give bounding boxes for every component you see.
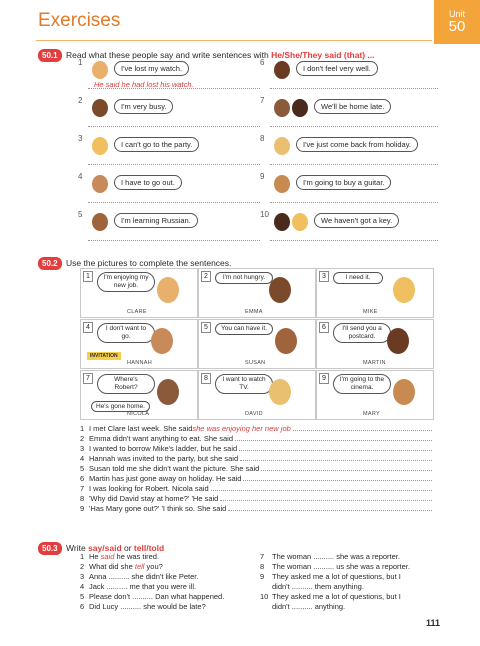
ex2-sentences	[80, 424, 432, 514]
sentence-row	[260, 602, 440, 612]
answer-line[interactable]	[88, 126, 260, 127]
speech-bubble: Where's Robert?	[97, 374, 155, 394]
sentence-number: 4	[80, 454, 85, 463]
ex1-item-number: 7	[260, 96, 265, 105]
ex1-item-number: 10	[260, 210, 269, 219]
sentence-text: The woman .......... she was a reporter.	[272, 552, 400, 561]
answer-line[interactable]	[270, 88, 438, 89]
ex3-right	[260, 552, 440, 612]
ex3-tag: 50.3	[38, 542, 62, 555]
speech-bubble: I don't want to go.	[97, 323, 155, 343]
sentence-post: she would be late?	[141, 602, 206, 611]
answer-line[interactable]	[270, 240, 438, 241]
answer-line[interactable]	[270, 202, 438, 203]
sentence-number: 8	[260, 562, 265, 571]
ex3-instruction: Write say/said or tell/told	[66, 543, 165, 553]
unit-label: Unit	[448, 9, 465, 19]
sentence-number: 4	[80, 582, 85, 591]
sentence-row	[80, 572, 260, 582]
speech-bubble: You can have it.	[215, 323, 273, 335]
speech-bubble: I don't feel very well.	[296, 61, 378, 76]
sentence-number: 6	[80, 602, 85, 611]
ex1-instruction: Read what these people say and write sentences with He/She/They said (that) ...	[66, 50, 375, 60]
sentence-text: Susan told me she didn't want the picture. She said	[89, 464, 260, 473]
person-icon	[92, 213, 108, 231]
sentence-text: didn't .......... them anything.	[272, 582, 364, 591]
person-icon	[393, 379, 415, 405]
sentence-row	[260, 562, 440, 572]
answer-line[interactable]	[261, 470, 432, 471]
picture-panel	[198, 370, 316, 420]
sentence-row	[80, 592, 260, 602]
sentence-post: she didn't like Peter.	[129, 572, 199, 581]
panel-number: 2	[201, 271, 211, 282]
answer-text: He said he had lost his watch.	[94, 80, 194, 89]
unit-badge	[434, 0, 480, 44]
sentence-row	[80, 582, 260, 592]
sentence-row	[80, 444, 432, 454]
panel-number: 4	[83, 322, 93, 333]
sentence-row	[80, 494, 432, 504]
person-name: MARTIN	[363, 360, 386, 366]
answer-text: she was enjoying her new job	[192, 424, 291, 433]
picture-panel	[80, 268, 198, 318]
answer-line[interactable]	[228, 510, 432, 511]
speech-bubble: I've lost my watch.	[114, 61, 189, 76]
sentence-number: 9	[80, 504, 85, 513]
sentence-pre: Did Lucy	[89, 602, 121, 611]
sentence-text: 'Why did David stay at home?' 'He said	[89, 494, 219, 503]
person-icon	[92, 99, 108, 117]
answer-line[interactable]	[243, 480, 432, 481]
answer-blank[interactable]: ..........	[106, 582, 128, 591]
sentence-text: They asked me a lot of questions, but I	[272, 572, 401, 581]
speech-bubble: I'm enjoying my new job.	[97, 272, 155, 292]
invitation-card: INVITATION	[87, 352, 121, 360]
answer-line[interactable]	[220, 500, 432, 501]
ex1-item-number: 4	[78, 172, 83, 181]
person-icon	[387, 328, 409, 354]
speech-bubble: I'm not hungry.	[215, 272, 273, 284]
person-icon	[157, 277, 179, 303]
person-icon	[274, 99, 290, 117]
answer-line[interactable]	[88, 202, 260, 203]
speech-bubble: We'll be home late.	[314, 99, 391, 114]
sentence-text: They asked me a lot of questions, but I	[272, 592, 401, 601]
sentence-number: 9	[260, 572, 265, 581]
header-divider	[36, 40, 432, 41]
speech-bubble: I have to go out.	[114, 175, 182, 190]
speech-bubble: I want to watch TV.	[215, 374, 273, 394]
answer-blank[interactable]: ..........	[120, 602, 142, 611]
person-icon	[292, 99, 308, 117]
sentence-pre: What did she	[89, 562, 135, 571]
panel-number: 5	[201, 322, 211, 333]
answer-blank[interactable]: ..........	[132, 592, 153, 601]
sentence-post: he was tired.	[114, 552, 160, 561]
person-icon	[269, 379, 291, 405]
answer-line[interactable]	[88, 240, 260, 241]
panel-number: 6	[319, 322, 329, 333]
sentence-row	[260, 552, 440, 562]
sentence-pre: He	[89, 552, 101, 561]
sentence-number: 10	[260, 592, 269, 601]
person-icon	[274, 137, 290, 155]
answer-line[interactable]	[88, 164, 260, 165]
person-name: EMMA	[245, 309, 263, 315]
sentence-number: 7	[80, 484, 85, 493]
sentence-text: I met Clare last week. She said	[89, 424, 193, 433]
sentence-row	[260, 572, 440, 582]
ex3-left	[80, 552, 260, 612]
ex1-tag: 50.1	[38, 49, 62, 62]
person-name: DAVID	[245, 411, 263, 417]
sentence-row	[80, 562, 260, 572]
speech-bubble: He's gone home.	[91, 401, 150, 412]
ex1-item-number: 8	[260, 134, 265, 143]
person-icon	[274, 61, 290, 79]
answer-line[interactable]	[235, 440, 432, 441]
ex1-item-number: 3	[78, 134, 83, 143]
sentence-row	[80, 464, 432, 474]
ex1-item-number: 9	[260, 172, 265, 181]
speech-bubble: I'm going to buy a guitar.	[296, 175, 391, 190]
answer-line[interactable]	[270, 126, 438, 127]
person-icon	[92, 175, 108, 193]
answer-line[interactable]	[270, 164, 438, 165]
person-icon	[292, 213, 308, 231]
speech-bubble: I'm very busy.	[114, 99, 173, 114]
sentence-number: 7	[260, 552, 265, 561]
sentence-text: 'Has Mary gone out?' 'I think so. She said	[89, 504, 227, 513]
sentence-text: I wanted to borrow Mike's ladder, but he said	[89, 444, 238, 453]
sentence-number: 3	[80, 444, 85, 453]
panel-number: 9	[319, 373, 329, 384]
speech-bubble: I'll send you a postcard.	[333, 323, 391, 343]
picture-panel	[198, 319, 316, 369]
page-number: 111	[425, 618, 440, 628]
person-name: CLARE	[127, 309, 147, 315]
person-name: MIKE	[363, 309, 378, 315]
sentence-text: didn't .......... anything.	[272, 602, 346, 611]
answer-line[interactable]	[211, 490, 432, 491]
sentence-number: 3	[80, 572, 85, 581]
sentence-text: Martin has just gone away on holiday. He said	[89, 474, 242, 483]
answer-blank[interactable]: tell	[134, 562, 145, 571]
sentence-number: 5	[80, 592, 85, 601]
ex1-item-number: 6	[260, 58, 265, 67]
sentence-row	[80, 602, 260, 612]
sentence-row	[80, 454, 432, 464]
sentence-row	[80, 474, 432, 484]
picture-panel	[316, 319, 434, 369]
panel-number: 8	[201, 373, 211, 384]
sentence-text: Emma didn't want anything to eat. She said	[89, 434, 234, 443]
sentence-row	[80, 504, 432, 514]
person-name: HANNAH	[127, 360, 153, 366]
ex2-instruction: Use the pictures to complete the sentences.	[66, 258, 232, 268]
sentence-row	[80, 552, 260, 562]
sentence-post: you?	[144, 562, 163, 571]
ex1-item-number: 5	[78, 210, 83, 219]
sentence-pre: Jack	[89, 582, 107, 591]
person-name: NICOLA	[127, 411, 150, 417]
answer-line[interactable]	[240, 460, 432, 461]
picture-panel	[316, 268, 434, 318]
sentence-number: 6	[80, 474, 85, 483]
picture-panel	[198, 268, 316, 318]
sentence-row	[80, 424, 432, 434]
sentence-pre: Please don't	[89, 592, 133, 601]
answer-line[interactable]	[239, 450, 432, 451]
page-title: Exercises	[38, 10, 121, 31]
speech-bubble: I'm learning Russian.	[114, 213, 198, 228]
ex1-item-number: 1	[78, 58, 83, 67]
sentence-number: 1	[80, 424, 85, 433]
sentence-text: Hannah was invited to the party, but she said	[89, 454, 239, 463]
sentence-number: 1	[80, 552, 85, 561]
speech-bubble: I'm going to the cinema.	[333, 374, 391, 394]
unit-number: 50	[448, 18, 466, 35]
sentence-number: 8	[80, 494, 85, 503]
picture-grid	[80, 268, 432, 418]
ex1-item-number: 2	[78, 96, 83, 105]
sentence-row	[260, 582, 440, 592]
sentence-text: The woman .......... us she was a reporter.	[272, 562, 410, 571]
sentence-text: I was looking for Robert. Nicola said	[89, 484, 209, 493]
sentence-row	[260, 592, 440, 602]
picture-panel	[80, 370, 198, 420]
sentence-post: Dan what happened.	[152, 592, 225, 601]
speech-bubble: I need it.	[333, 272, 383, 284]
ex2-tag: 50.2	[38, 257, 62, 270]
picture-panel	[80, 319, 198, 369]
panel-number: 3	[319, 271, 329, 282]
person-icon	[274, 175, 290, 193]
panel-number: 7	[83, 373, 93, 384]
sentence-pre: Anna	[89, 572, 109, 581]
person-icon	[92, 137, 108, 155]
sentence-row	[80, 434, 432, 444]
person-icon	[157, 379, 179, 405]
sentence-number: 2	[80, 562, 85, 571]
answer-blank[interactable]: ..........	[108, 572, 130, 581]
person-icon	[393, 277, 415, 303]
speech-bubble: I've just come back from holiday.	[296, 137, 418, 152]
person-icon	[92, 61, 108, 79]
person-icon	[274, 213, 290, 231]
answer-blank[interactable]: said	[100, 552, 115, 561]
person-icon	[151, 328, 173, 354]
panel-number: 1	[83, 271, 93, 282]
speech-bubble: I can't go to the party.	[114, 137, 199, 152]
sentence-row	[80, 484, 432, 494]
sentence-number: 5	[80, 464, 85, 473]
sentence-post: me that you were ill.	[127, 582, 197, 591]
person-icon	[269, 277, 291, 303]
sentence-number: 2	[80, 434, 85, 443]
picture-panel	[316, 370, 434, 420]
answer-line[interactable]	[293, 430, 432, 431]
speech-bubble: We haven't got a key.	[314, 213, 399, 228]
person-name: MARY	[363, 411, 380, 417]
person-icon	[275, 328, 297, 354]
person-name: SUSAN	[245, 360, 266, 366]
